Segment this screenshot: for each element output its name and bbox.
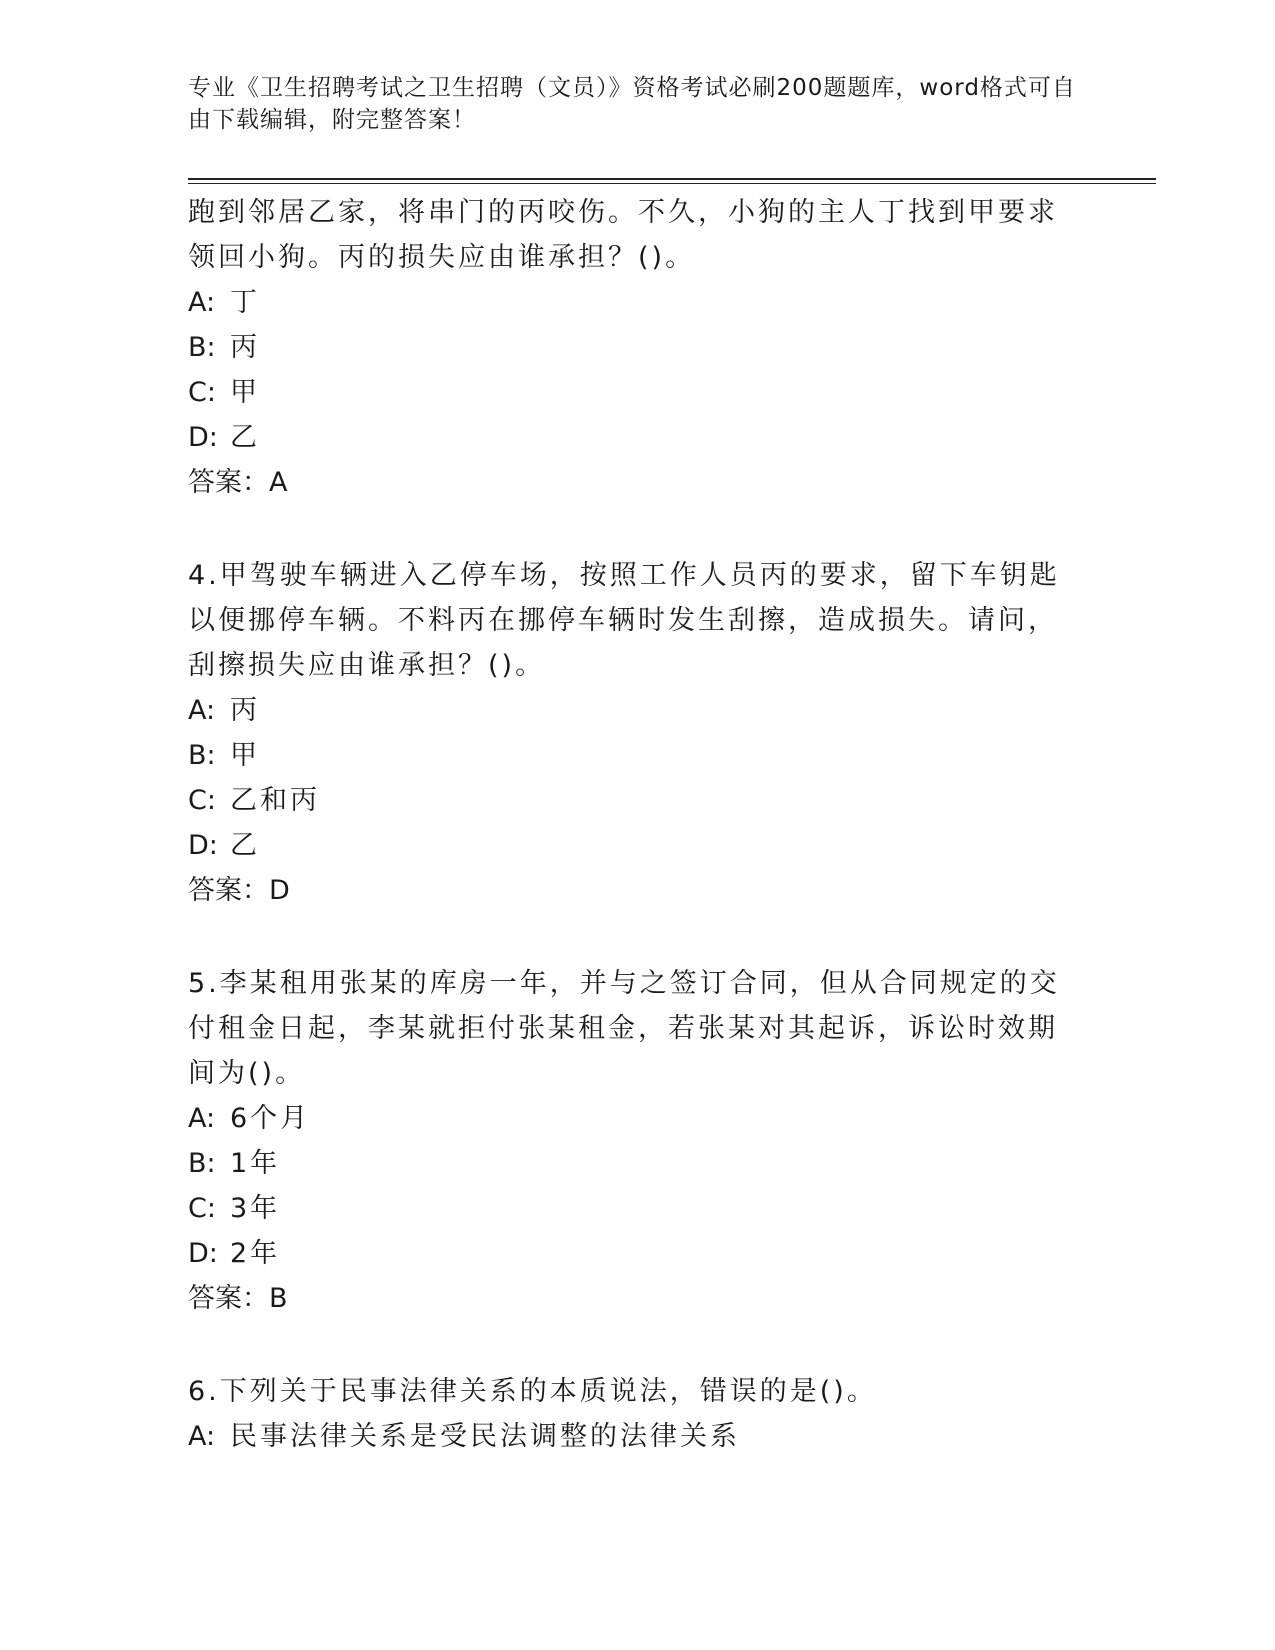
option-a bbox=[188, 1414, 1068, 1459]
option-text: 民事法律关系是受民法调整的法律关系 bbox=[230, 1421, 740, 1452]
option-text: 丁 bbox=[230, 287, 260, 318]
header-rule-thick bbox=[188, 178, 1156, 180]
option-b bbox=[188, 733, 1068, 778]
option-a bbox=[188, 280, 1068, 325]
option-text: 2年 bbox=[230, 1238, 281, 1269]
option-b bbox=[188, 325, 1068, 370]
option-c bbox=[188, 778, 1068, 823]
option-letter: A: bbox=[188, 1103, 216, 1134]
option-d bbox=[188, 823, 1068, 868]
option-letter: B: bbox=[188, 332, 216, 363]
question-5 bbox=[188, 961, 1068, 1321]
answer-line: 答案：B bbox=[188, 1283, 288, 1314]
answer-line: 答案：D bbox=[188, 875, 290, 906]
question-text: 5.李某租用张某的库房一年，并与之签订合同，但从合同规定的交付租金日起，李某就拒付张某租金，若张某对其起诉，诉讼时效期间为()。 bbox=[188, 968, 1060, 1089]
question-text: 6.下列关于民事法律关系的本质说法，错误的是()。 bbox=[188, 1376, 877, 1407]
option-text: 乙 bbox=[230, 422, 260, 453]
option-text: 乙 bbox=[230, 830, 260, 861]
option-letter: D: bbox=[188, 1238, 218, 1269]
option-text: 乙和丙 bbox=[230, 785, 320, 816]
header-title: 专业《卫生招聘考试之卫生招聘（文员）》资格考试必刷200题题库，word格式可自由下载编辑，附完整答案！ bbox=[188, 75, 1076, 133]
option-text: 3年 bbox=[230, 1193, 281, 1224]
answer-line: 答案：A bbox=[188, 467, 288, 498]
option-b bbox=[188, 1141, 1068, 1186]
option-letter: C: bbox=[188, 785, 216, 816]
question-list bbox=[188, 190, 1068, 1459]
question-6 bbox=[188, 1369, 1068, 1459]
option-d bbox=[188, 1231, 1068, 1276]
question-3 bbox=[188, 190, 1068, 505]
option-letter: C: bbox=[188, 1193, 216, 1224]
document-header bbox=[188, 72, 1088, 136]
option-text: 甲 bbox=[230, 740, 260, 771]
question-text: 跑到邻居乙家，将串门的丙咬伤。不久，小狗的主人丁找到甲要求领回小狗。丙的损失应由谁承担？()。 bbox=[188, 197, 1058, 273]
option-letter: A: bbox=[188, 287, 216, 318]
question-4 bbox=[188, 553, 1068, 913]
option-letter: B: bbox=[188, 740, 216, 771]
option-d bbox=[188, 415, 1068, 460]
option-c bbox=[188, 1186, 1068, 1231]
option-letter: A: bbox=[188, 1421, 216, 1452]
option-letter: A: bbox=[188, 695, 216, 726]
option-c bbox=[188, 370, 1068, 415]
option-a bbox=[188, 688, 1068, 733]
option-text: 1年 bbox=[230, 1148, 281, 1179]
option-letter: D: bbox=[188, 830, 218, 861]
option-letter: D: bbox=[188, 422, 218, 453]
option-text: 丙 bbox=[230, 695, 260, 726]
option-letter: C: bbox=[188, 377, 216, 408]
option-text: 丙 bbox=[230, 332, 260, 363]
header-rule-thin bbox=[188, 183, 1156, 184]
question-text: 4.甲驾驶车辆进入乙停车场，按照工作人员丙的要求，留下车钥匙以便挪停车辆。不料丙在挪停车辆时发生刮擦，造成损失。请问，刮擦损失应由谁承担？()。 bbox=[188, 560, 1060, 681]
option-letter: B: bbox=[188, 1148, 216, 1179]
option-text: 甲 bbox=[230, 377, 260, 408]
option-a bbox=[188, 1096, 1068, 1141]
option-text: 6个月 bbox=[230, 1103, 311, 1134]
